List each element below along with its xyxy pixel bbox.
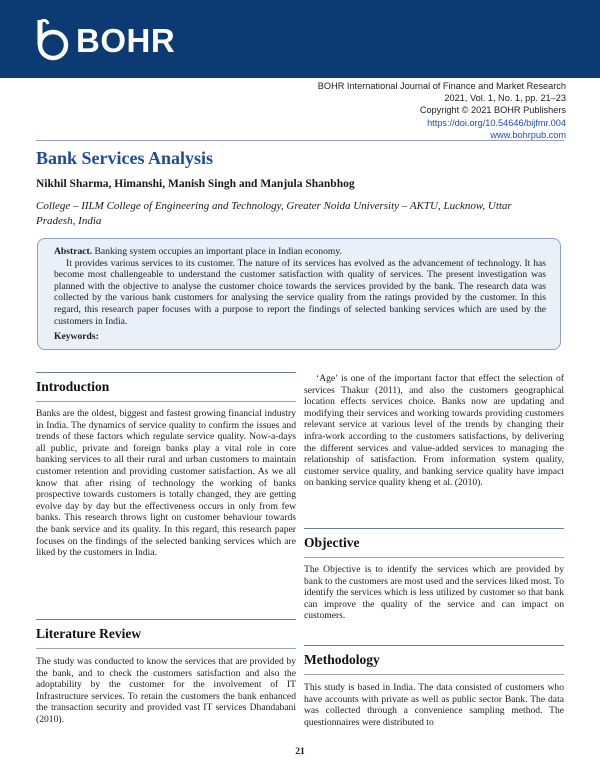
literature-review-heading-text: Literature Review xyxy=(36,626,142,641)
publisher-header-band xyxy=(0,0,600,78)
introduction-continued-text: ‘Age’ is one of the important factor that effect the selection of services Thakur (2011), and also the customers geographical location effects services choice. Banks now are updating and modifying their services and working towards providing customers relevant service at various level of the trends by changing their infra-work according to the customers satisfactions, by delivering the different services and value-added services to managing the relationship of satisfaction. From information system quality, customer service quality, and banking service quality have impact on banking service quality kheng et al. (2010). xyxy=(304,373,564,489)
journal-citation: 2021, Vol. 1, No. 1, pp. 21–23 xyxy=(444,93,566,104)
abstract-lead-paragraph xyxy=(54,246,546,258)
article-affiliation: College – IILM College of Engineering and Technology, Greater Noida University – AKTU, Lucknow, Uttar Pradesh, India xyxy=(36,200,512,227)
publisher-logo-text: BOHR xyxy=(76,21,176,59)
keywords-line xyxy=(54,331,546,343)
methodology-body xyxy=(304,682,564,728)
publisher-logo[interactable] xyxy=(36,18,175,62)
literature-review-body xyxy=(36,656,296,726)
methodology-text: This study is based in India. The data consisted of customers who have accounts with private as well as public sector Bank. The data was collected through a convenience sampling method. The questionnaires were distributed to xyxy=(304,682,564,728)
section-introduction-heading xyxy=(36,379,296,395)
abstract-box xyxy=(37,238,561,350)
abstract-label: Abstract. xyxy=(54,246,93,257)
journal-copyright: Copyright © 2021 BOHR Publishers xyxy=(419,105,566,116)
methodology-heading-text: Methodology xyxy=(304,652,380,667)
introduction-heading-text: Introduction xyxy=(36,379,110,394)
literature-review-text: The study was conducted to know the services that are provided by the bank, and to check the customers satisfaction and also the adoptability by the customer for the involvement of IT Infrastructure services. To retain the customers the bank enhanced the transaction security and provided vast IT services Dhandabani (2010). xyxy=(36,656,296,725)
article-title: Bank Services Analysis xyxy=(36,148,214,168)
introduction-body xyxy=(36,408,296,559)
section-top-rule xyxy=(304,528,564,529)
website-link[interactable]: www.bohrpub.com xyxy=(490,129,566,140)
objective-body xyxy=(304,564,564,622)
introduction-continued-body xyxy=(304,373,564,489)
abstract-body: It provides various services to its customer. The nature of its services has evolved as the advancement of technology. It has become most challengeable to understand the customer satisfaction with quality of services. The present investigation was planned with the objective to analyse the customer choice towards the services provided by the bank. The research data was collected by the various bank customers for analysing the service quality from the ratings provided by the customer. In this regard, this research paper focuses with a purpose to report the findings of selected banking services which are used by the customers in India. xyxy=(54,257,546,327)
page-number: 21 xyxy=(295,746,305,757)
introduction-text: Banks are the oldest, biggest and fastest growing financial industry in India. The dynamics of service quality to confirm the issues and trends of these factors which regulate service quality. Now-a-days all public, private and foreign banks play a vital role in core banking services to all their rural and urban customers to maintain customer retention and providing customer satisfaction. As we all know that after rising of technology the working of banks prospective towards customers is totally changed, they are getting evolve day by day but the effectiveness occurs in only from few banks. This research throws light on customer behaviour towards the bank service and its quality. In this regard, this research paper focuses on the findings of the selected banking services which are liked by the customers in India. xyxy=(36,408,296,559)
abstract-lead: Banking system occupies an important place in Indian economy. xyxy=(94,246,342,257)
header-divider xyxy=(36,140,564,141)
section-methodology-heading xyxy=(304,652,564,668)
section-underline xyxy=(304,674,564,675)
keywords-label: Keywords: xyxy=(54,331,99,343)
section-top-rule xyxy=(36,372,296,373)
section-literature-review-heading xyxy=(36,626,296,642)
section-underline xyxy=(36,648,296,649)
doi-link[interactable]: https://doi.org/10.54646/bijfmr.004 xyxy=(427,117,566,128)
journal-name: BOHR International Journal of Finance and Market Research xyxy=(317,81,566,91)
bohr-logo-icon xyxy=(36,18,72,62)
article-authors: Nikhil Sharma, Himanshi, Manish Singh and Manjula Shanbhog xyxy=(36,178,355,190)
section-objective-heading xyxy=(304,535,564,551)
objective-text: The Objective is to identify the services which are provided by bank to the customers are most used and the services liked most. To identify the services which is less utilized by customer so that bank can improve the quality of the service and can impact on customers. xyxy=(304,564,564,622)
section-underline xyxy=(36,401,296,402)
journal-info xyxy=(318,80,566,141)
section-top-rule xyxy=(304,645,564,646)
objective-heading-text: Objective xyxy=(304,535,360,550)
section-top-rule xyxy=(36,619,296,620)
section-underline xyxy=(304,557,564,558)
